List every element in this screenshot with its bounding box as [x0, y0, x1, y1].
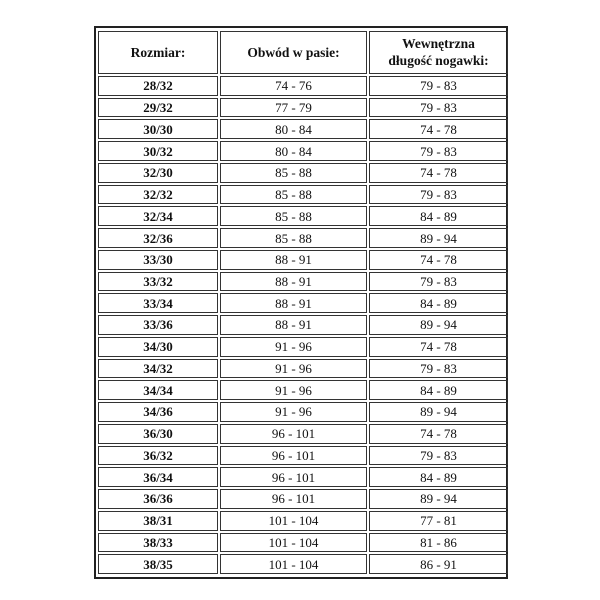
- table-cell-inseam: 74 - 78: [369, 250, 508, 270]
- table-cell-waist: 91 - 96: [220, 380, 367, 400]
- table-cell-inseam: 89 - 94: [369, 228, 508, 248]
- table-cell-inseam: 74 - 78: [369, 424, 508, 444]
- table-cell-size: 36/32: [98, 446, 218, 466]
- table-cell-size: 33/36: [98, 315, 218, 335]
- table-cell-size: 32/30: [98, 163, 218, 183]
- table-cell-size: 38/33: [98, 533, 218, 553]
- table-cell-inseam: 79 - 83: [369, 141, 508, 161]
- header-size: Rozmiar:: [98, 31, 218, 74]
- table-cell-inseam: 89 - 94: [369, 315, 508, 335]
- table-cell-inseam: 84 - 89: [369, 467, 508, 487]
- table-cell-inseam: 74 - 78: [369, 163, 508, 183]
- table-cell-size: 36/30: [98, 424, 218, 444]
- table-cell-waist: 85 - 88: [220, 228, 367, 248]
- table-cell-inseam: 74 - 78: [369, 337, 508, 357]
- table-cell-inseam: 79 - 83: [369, 359, 508, 379]
- table-cell-waist: 96 - 101: [220, 467, 367, 487]
- header-waist: Obwód w pasie:: [220, 31, 367, 74]
- table-cell-size: 30/32: [98, 141, 218, 161]
- table-cell-size: 34/32: [98, 359, 218, 379]
- table-cell-inseam: 84 - 89: [369, 380, 508, 400]
- table-cell-size: 33/34: [98, 293, 218, 313]
- table-cell-waist: 85 - 88: [220, 206, 367, 226]
- table-cell-inseam: 79 - 83: [369, 76, 508, 96]
- table-cell-waist: 88 - 91: [220, 315, 367, 335]
- table-cell-inseam: 79 - 83: [369, 272, 508, 292]
- table-cell-inseam: 74 - 78: [369, 119, 508, 139]
- table-cell-waist: 101 - 104: [220, 554, 367, 574]
- table-cell-inseam: 84 - 89: [369, 293, 508, 313]
- table-cell-waist: 88 - 91: [220, 250, 367, 270]
- table-cell-inseam: 86 - 91: [369, 554, 508, 574]
- size-chart-table: [94, 26, 508, 579]
- table-cell-waist: 85 - 88: [220, 185, 367, 205]
- table-cell-size: 36/34: [98, 467, 218, 487]
- table-cell-size: 28/32: [98, 76, 218, 96]
- table-cell-waist: 91 - 96: [220, 402, 367, 422]
- table-cell-inseam: 89 - 94: [369, 489, 508, 509]
- table-cell-size: 38/35: [98, 554, 218, 574]
- table-cell-size: 38/31: [98, 511, 218, 531]
- table-cell-size: 29/32: [98, 98, 218, 118]
- table-cell-size: 30/30: [98, 119, 218, 139]
- table-cell-waist: 80 - 84: [220, 119, 367, 139]
- table-cell-size: 34/36: [98, 402, 218, 422]
- table-cell-waist: 80 - 84: [220, 141, 367, 161]
- table-cell-size: 36/36: [98, 489, 218, 509]
- table-cell-inseam: 81 - 86: [369, 533, 508, 553]
- table-cell-waist: 96 - 101: [220, 424, 367, 444]
- table-cell-waist: 96 - 101: [220, 489, 367, 509]
- table-cell-inseam: 77 - 81: [369, 511, 508, 531]
- table-cell-size: 32/36: [98, 228, 218, 248]
- table-cell-inseam: 79 - 83: [369, 446, 508, 466]
- header-inseam-line1: Wewnętrzna: [402, 35, 475, 51]
- table-cell-waist: 91 - 96: [220, 337, 367, 357]
- table-cell-waist: 88 - 91: [220, 272, 367, 292]
- header-inseam-line2: długość nogawki:: [388, 52, 489, 68]
- header-inseam: [369, 31, 508, 74]
- table-cell-inseam: 79 - 83: [369, 185, 508, 205]
- table-cell-waist: 77 - 79: [220, 98, 367, 118]
- table-cell-waist: 74 - 76: [220, 76, 367, 96]
- table-cell-waist: 85 - 88: [220, 163, 367, 183]
- table-cell-size: 34/30: [98, 337, 218, 357]
- table-cell-waist: 96 - 101: [220, 446, 367, 466]
- table-cell-inseam: 79 - 83: [369, 98, 508, 118]
- table-cell-size: 33/32: [98, 272, 218, 292]
- table-cell-waist: 91 - 96: [220, 359, 367, 379]
- table-cell-waist: 101 - 104: [220, 511, 367, 531]
- table-cell-size: 32/32: [98, 185, 218, 205]
- table-cell-waist: 88 - 91: [220, 293, 367, 313]
- table-cell-inseam: 84 - 89: [369, 206, 508, 226]
- table-cell-size: 32/34: [98, 206, 218, 226]
- table-cell-inseam: 89 - 94: [369, 402, 508, 422]
- table-cell-size: 33/30: [98, 250, 218, 270]
- table-cell-size: 34/34: [98, 380, 218, 400]
- table-cell-waist: 101 - 104: [220, 533, 367, 553]
